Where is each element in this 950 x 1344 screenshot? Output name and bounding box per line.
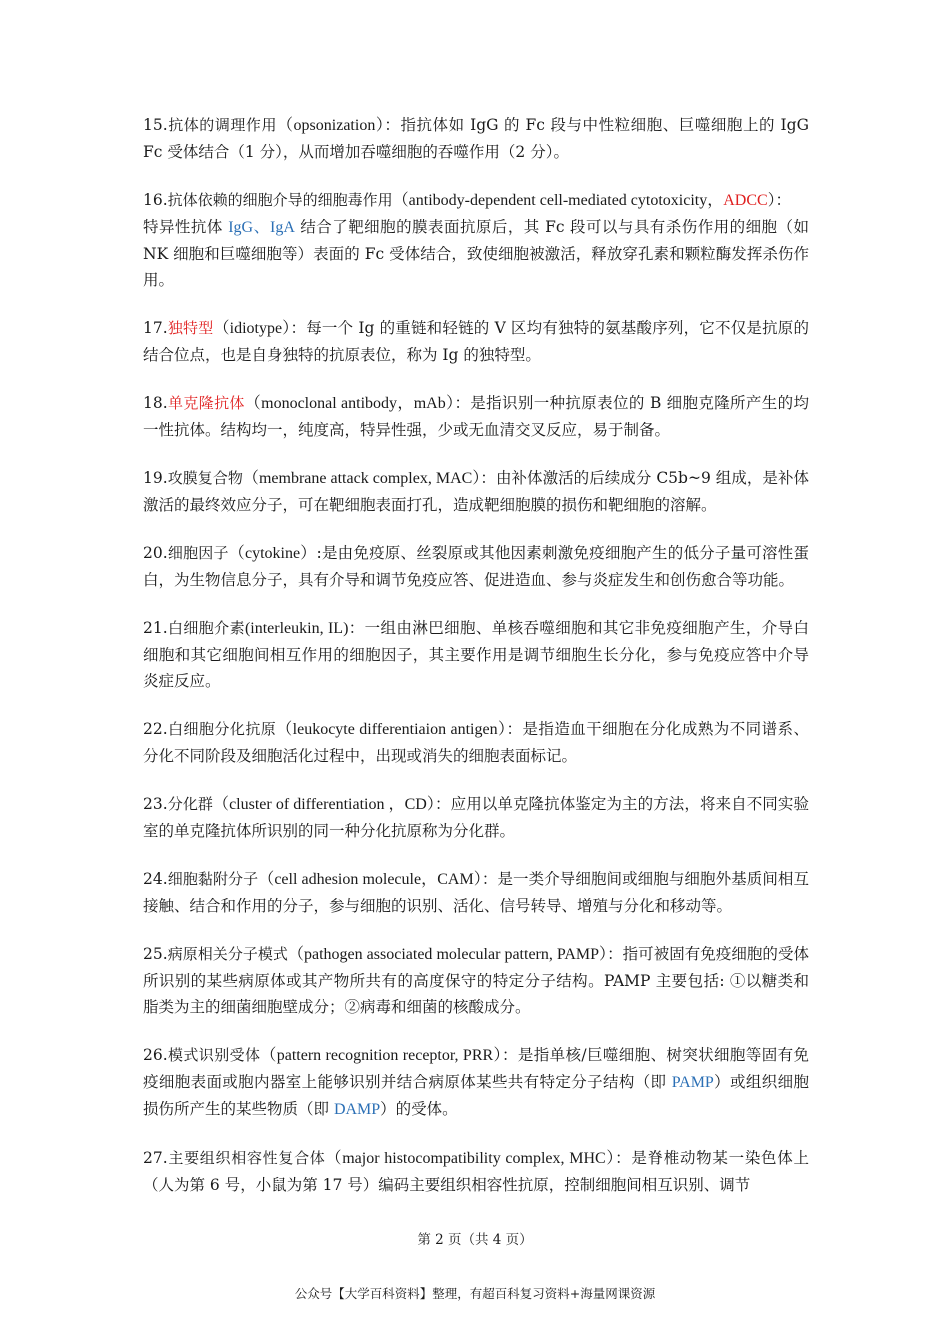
entry-27: 27.主要组织相容性复合体（major histocompatibility complex, MHC）：是脊椎动物某一染色体上（人为第 6 号，小鼠为第 17 号）编码主要组织相容性抗原，控制细胞间相互识别、调节 xyxy=(143,1149,809,1194)
entry-25: 25.病原相关分子模式（pathogen associated molecular pattern, PAMP）：指可被固有免疫细胞的受体所识别的某些病原体或其产物所共有的高度保守的特定分子结构。PAMP 主要包括: ①以糖类和脂类为主的细菌细胞壁成分；②病毒和细菌的核酸成分。 xyxy=(143,945,809,1016)
term: 独特型 xyxy=(167,319,214,337)
term: 单克隆抗体 xyxy=(167,394,245,412)
highlight-text: PAMP xyxy=(671,1074,714,1091)
entry-15: 15.抗体的调理作用（opsonization）：指抗体如 IgG 的 Fc 段与中性粒细胞、巨噬细胞上的 IgG Fc 受体结合（1 分），从而增加吞噬细胞的吞噬作用（2 分）。 xyxy=(143,116,809,161)
term: 白细胞分化抗原 xyxy=(167,720,277,738)
entry-16: 16.抗体依赖的细胞介导的细胞毒作用（antibody-dependent cell-mediated cytotoxicity，ADCC）： 特异性抗体 IgG、IgA 结合了靶细胞的膜表面抗原后，其 Fc 段可以与具有杀伤作用的细胞（如 NK 细胞和巨噬细胞等）表面的 Fc 受体结合，致使细胞被激活，释放穿孔素和颗粒酶发挥杀伤作用。 xyxy=(143,191,809,289)
entry-21: 21.白细胞介素(interleukin, IL)：一组由淋巴细胞、单核吞噬细胞和其它非免疫细胞产生，介导白细胞和其它细胞间相互作用的细胞因子，其主要作用是调节细胞生长分化，参与免疫应答中介导炎症反应。 xyxy=(143,619,809,690)
entry-20: 20.细胞因子（cytokine）:是由免疫原、丝裂原或其他因素刺激免疫细胞产生的低分子量可溶性蛋白，为生物信息分子，具有介导和调节免疫应答、促进造血、参与炎症发生和创伤愈合等功能。 xyxy=(143,544,809,589)
document-page xyxy=(143,112,809,1220)
term: 细胞因子 xyxy=(167,544,229,562)
highlight-text: IgG、IgA xyxy=(228,219,295,236)
term: 白细胞介素 xyxy=(167,619,245,637)
highlight-text: DAMP xyxy=(333,1101,381,1118)
term: 攻膜复合物 xyxy=(167,469,243,487)
term: 抗体依赖的细胞介导的细胞毒作用 xyxy=(167,191,393,209)
highlight-abbr: ADCC xyxy=(723,192,768,209)
term: 抗体的调理作用 xyxy=(167,116,278,134)
term: 病原相关分子模式 xyxy=(167,945,288,963)
entry-19: 19.攻膜复合物（membrane attack complex, MAC）：由补体激活的后续成分 C5b~9 组成，是补体激活的最终效应分子，可在靶细胞表面打孔，造成靶细胞膜的损伤和靶细胞的溶解。 xyxy=(143,469,809,514)
term: 分化群 xyxy=(167,795,213,813)
page-number: 第 2 页（共 4 页） xyxy=(417,1232,533,1248)
entry-17: 17.独特型（idiotype）：每一个 Ig 的重链和轻链的 V 区均有独特的氨基酸序列，它不仅是抗原的结合位点，也是自身独特的抗原表位，称为 Ig 的独特型。 xyxy=(143,319,809,364)
term: 模式识别受体 xyxy=(167,1046,261,1064)
entry-23: 23.分化群（cluster of differentiation ，CD）：应用以单克隆抗体鉴定为主的方法，将来自不同实验室的单克隆抗体所识别的同一种分化抗原称为分化群。 xyxy=(143,795,809,840)
entry-24: 24.细胞黏附分子（cell adhesion molecule，CAM）：是一类介导细胞间或细胞与细胞外基质间相互接触、结合和作用的分子，参与细胞的识别、活化、信号转导、增殖与分化和移动等。 xyxy=(143,870,809,915)
term: 主要组织相容性复合体 xyxy=(167,1149,326,1167)
entry-18: 18.单克隆抗体（monoclonal antibody，mAb）：是指识别一种抗原表位的 B 细胞克隆所产生的均一性抗体。结构均一，纯度高，特异性强，少或无血清交叉反应，易于制备。 xyxy=(143,394,809,439)
footer-note: 公众号【大学百科资料】整理，有超百科复习资料+海量网课资源 xyxy=(294,1286,656,1301)
term: 细胞黏附分子 xyxy=(167,870,259,888)
entry-22: 22.白细胞分化抗原（leukocyte differentiaion antigen）：是指造血干细胞在分化成熟为不同谱系、分化不同阶段及细胞活化过程中，出现或消失的细胞表面标记。 xyxy=(143,720,809,765)
entry-26: 26.模式识别受体（pattern recognition receptor, PRR）：是指单核/巨噬细胞、树突状细胞等固有免疫细胞表面或胞内器室上能够识别并结合病原体某些共有特定分子结构（即 PAMP）或组织细胞损伤所产生的某些物质（即 DAMP）的受体。 xyxy=(143,1046,809,1118)
